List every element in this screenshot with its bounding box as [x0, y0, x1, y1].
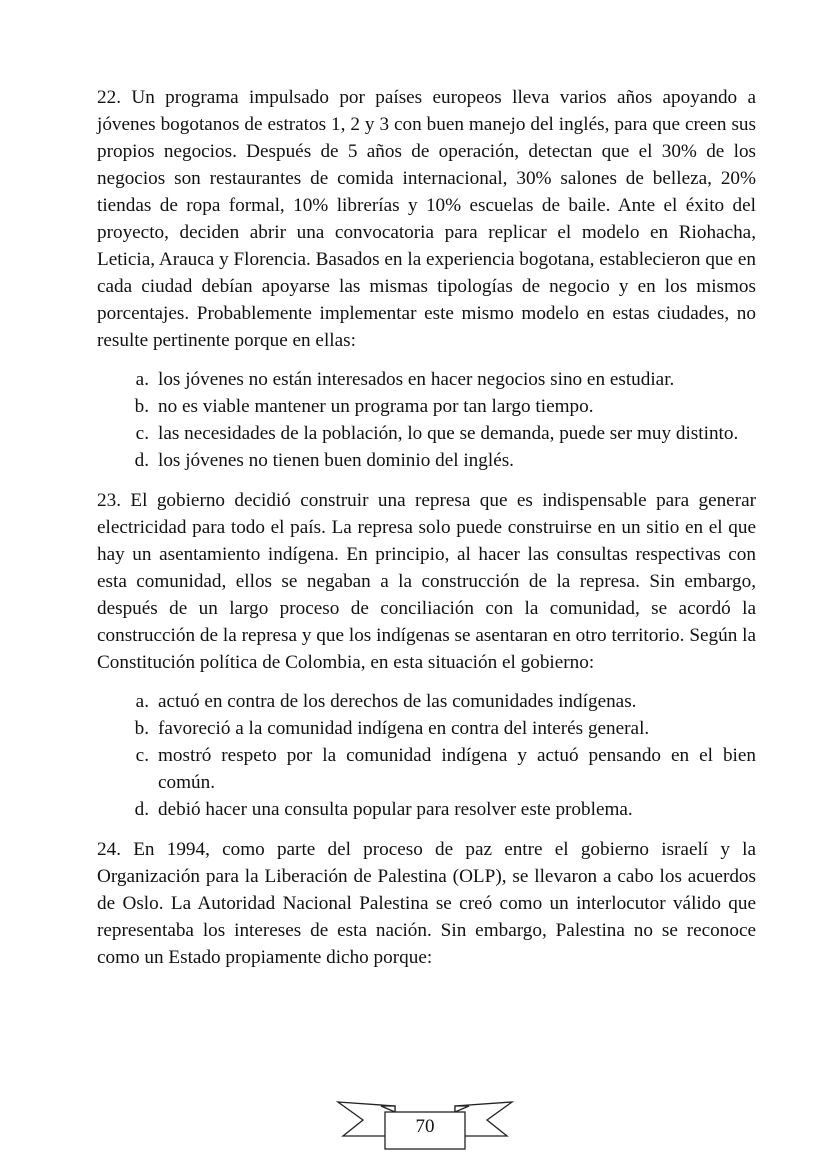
- option-d: [97, 447, 756, 474]
- option-a: [97, 688, 756, 715]
- option-letter: a.: [135, 691, 149, 712]
- page-number: 70: [415, 1116, 435, 1137]
- question-22: 22. Un programa impulsado por países europeos lleva varios años apoyando a jóvenes bogotanos de estratos 1, 2 y 3 con buen manejo del inglés, para que creen sus propios negocios. Después de 5 años de operación, detectan que el 30% de los negocios son restaurantes de comida internacional, 30% salones de belleza, 20% tiendas de ropa formal, 10% librerías y 10% escuelas de baile. Ante el éxito del proyecto, deciden abrir una convocatoria para replicar el modelo en Riohacha, Leticia, Arauca y Florencia. Basados en la experiencia bogotana, establecieron que en cada ciudad debían apoyarse las mismas tipologías de negocio y en los mismos porcentajes. Probablemente implementar este mismo modelo en estas ciudades, no resulte pertinente porque en ellas:: [97, 87, 756, 351]
- option-text: actuó en contra de los derechos de las comunidades indígenas.: [158, 691, 637, 712]
- page-content: [97, 84, 756, 971]
- option-letter: d.: [134, 799, 149, 820]
- option-text: favoreció a la comunidad indígena en contra del interés general.: [158, 718, 650, 739]
- option-b: [97, 393, 756, 420]
- option-a: [97, 366, 756, 393]
- question-22-options: [97, 366, 756, 474]
- option-letter: d.: [134, 450, 149, 471]
- option-text: no es viable mantener un programa por tan largo tiempo.: [158, 396, 594, 417]
- option-c: [97, 742, 756, 796]
- option-letter: b.: [134, 396, 149, 417]
- question-23: 23. El gobierno decidió construir una represa que es indispensable para generar electricidad para todo el país. La represa solo puede construirse en un sitio en el que hay un asentamiento indígena. En principio, al hacer las consultas respectivas con esta comunidad, ellos se negaban a la construcción de la represa. Sin embargo, después de un largo proceso de conciliación con la comunidad, se acordó la construcción de la represa y que los indígenas se asentaran en otro territorio. Según la Constitución política de Colombia, en esta situación el gobierno:: [97, 490, 756, 673]
- option-c: [97, 420, 756, 447]
- option-letter: a.: [135, 369, 149, 390]
- option-text: los jóvenes no están interesados en hacer negocios sino en estudiar.: [158, 369, 675, 390]
- option-letter: c.: [135, 745, 149, 766]
- option-letter: c.: [135, 423, 149, 444]
- option-letter: b.: [134, 718, 149, 739]
- option-text: mostró respeto por la comunidad indígena y actuó pensando en el bien común.: [158, 745, 756, 793]
- option-text: los jóvenes no tienen buen dominio del inglés.: [158, 450, 514, 471]
- page-footer-banner: [335, 1092, 515, 1152]
- option-b: [97, 715, 756, 742]
- question-24: 24. En 1994, como parte del proceso de paz entre el gobierno israelí y la Organización para la Liberación de Palestina (OLP), se llevaron a cabo los acuerdos de Oslo. La Autoridad Nacional Palestina se creó como un interlocutor válido que representaba los intereses de esta nación. Sin embargo, Palestina no se reconoce como un Estado propiamente dicho porque:: [97, 839, 756, 968]
- option-text: debió hacer una consulta popular para resolver este problema.: [158, 799, 633, 820]
- option-text: las necesidades de la población, lo que se demanda, puede ser muy distinto.: [158, 423, 739, 444]
- question-23-options: [97, 688, 756, 823]
- option-d: [97, 796, 756, 823]
